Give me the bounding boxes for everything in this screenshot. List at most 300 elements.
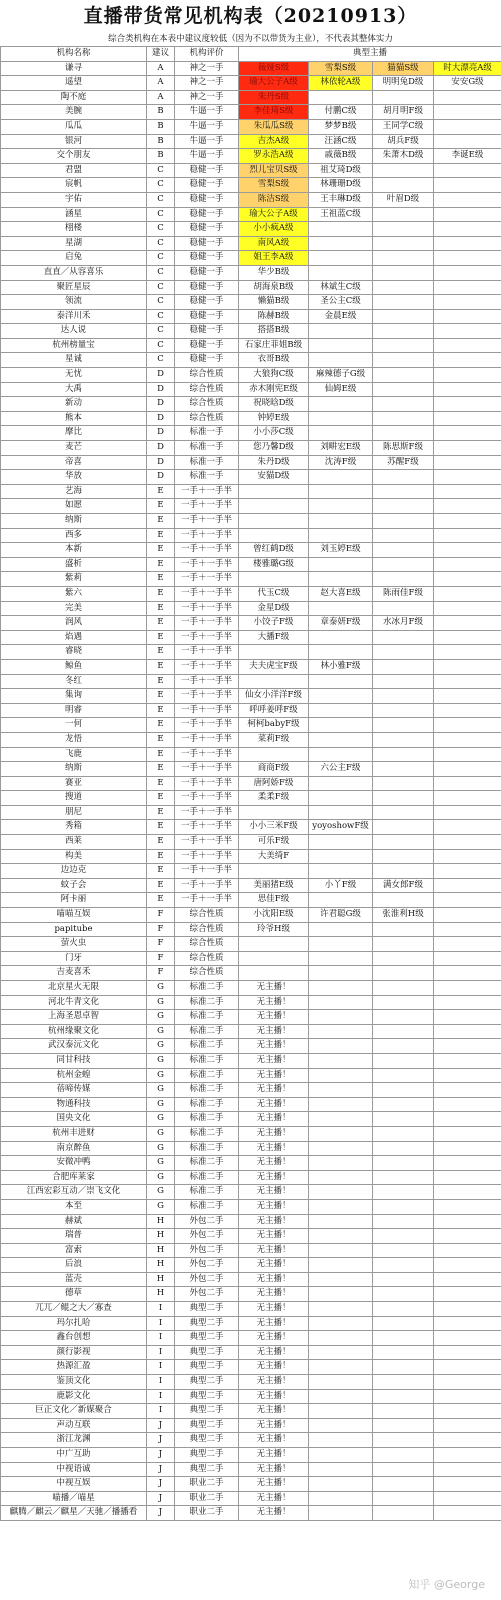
host-cell-3: 王同学C级 [373,119,434,134]
host-cell-4 [434,937,501,952]
host-cell-2 [309,732,373,747]
recommendation-cell: E [147,630,175,645]
evaluation-cell: 一手＋一手半 [175,659,239,674]
host-cell-2 [309,601,373,616]
agency-name-cell: 交个朋友 [1,149,147,164]
host-cell-4 [434,981,501,996]
host-cell-1: 您乃馨D级 [239,441,309,456]
host-cell-4 [434,178,501,193]
recommendation-cell: J [147,1477,175,1492]
host-cell-3 [373,718,434,733]
host-cell-2 [309,1477,373,1492]
host-cell-2 [309,1433,373,1448]
host-cell-1: 姐王李A级 [239,251,309,266]
host-cell-2 [309,835,373,850]
host-cell-4 [434,659,501,674]
host-cell-1 [239,514,309,529]
recommendation-cell: E [147,586,175,601]
table-row [1,251,501,266]
table-row [1,236,501,251]
host-cell-4 [434,791,501,806]
host-cell-1: 钟婷E级 [239,411,309,426]
host-cell-2 [309,951,373,966]
host-cell-4 [434,1024,501,1039]
host-cell-1: 陈洁S级 [239,192,309,207]
host-cell-1: 搭搭B级 [239,324,309,339]
host-cell-4 [434,1083,501,1098]
agency-name-cell: 喵播／喵星 [1,1491,147,1506]
evaluation-cell: 标准二手 [175,1199,239,1214]
host-cell-3 [373,1418,434,1433]
host-cell-4: 安安G级 [434,76,501,91]
table-row [1,1287,501,1302]
host-cell-3 [373,1243,434,1258]
host-cell-3 [373,966,434,981]
host-cell-3 [373,251,434,266]
host-cell-2: 王祖蓝C级 [309,207,373,222]
host-cell-3 [373,747,434,762]
host-cell-3 [373,1156,434,1171]
host-cell-3 [373,1068,434,1083]
recommendation-cell: F [147,908,175,923]
table-row [1,1199,501,1214]
host-cell-2: 林珊珊D级 [309,178,373,193]
table-row [1,426,501,441]
host-cell-1: 无主播！ [239,1462,309,1477]
table-row [1,659,501,674]
evaluation-cell: 一手＋一手半 [175,732,239,747]
table-row [1,397,501,412]
recommendation-cell: E [147,791,175,806]
agency-name-cell: 焰遇 [1,630,147,645]
host-cell-3 [373,630,434,645]
agency-name-cell: 中视互娱 [1,1477,147,1492]
host-cell-2 [309,922,373,937]
recommendation-cell: C [147,338,175,353]
host-cell-2 [309,805,373,820]
recommendation-cell: E [147,776,175,791]
evaluation-cell: 一手＋一手半 [175,543,239,558]
agency-name-cell: 涵星 [1,207,147,222]
recommendation-cell: J [147,1433,175,1448]
host-cell-4 [434,557,501,572]
host-cell-4 [434,119,501,134]
evaluation-cell: 标准二手 [175,1024,239,1039]
recommendation-cell: C [147,236,175,251]
table-row [1,76,501,91]
host-cell-2: 章泰妍F级 [309,616,373,631]
host-cell-3 [373,309,434,324]
host-cell-2: 王丰琳D级 [309,192,373,207]
host-cell-2 [309,864,373,879]
host-cell-3 [373,1331,434,1346]
table-row [1,1389,501,1404]
agency-name-cell: 江西宏彩互动／崇飞文化 [1,1185,147,1200]
recommendation-cell: H [147,1243,175,1258]
host-cell-2 [309,222,373,237]
host-cell-2: 戚薇B级 [309,149,373,164]
recommendation-cell: G [147,1024,175,1039]
host-cell-4 [434,835,501,850]
host-cell-3 [373,922,434,937]
table-row [1,382,501,397]
host-cell-1: 无主播！ [239,1389,309,1404]
host-cell-1: 柯柯babyF级 [239,718,309,733]
host-cell-3: 朱萧木D级 [373,149,434,164]
agency-name-cell: 达人说 [1,324,147,339]
evaluation-cell: 标准一手 [175,441,239,456]
recommendation-cell: E [147,659,175,674]
host-cell-3 [373,1214,434,1229]
table-row [1,776,501,791]
evaluation-cell: 标准二手 [175,1185,239,1200]
table-row [1,1214,501,1229]
host-cell-3 [373,572,434,587]
host-cell-2 [309,718,373,733]
table-row [1,616,501,631]
evaluation-cell: 综合性质 [175,951,239,966]
host-cell-1 [239,864,309,879]
recommendation-cell: I [147,1389,175,1404]
evaluation-cell: 一手＋一手半 [175,645,239,660]
host-cell-4 [434,543,501,558]
agency-name-cell: 鉴顶文化 [1,1375,147,1390]
evaluation-cell: 稳健一手 [175,222,239,237]
host-cell-3 [373,1083,434,1098]
table-row [1,222,501,237]
table-row [1,1097,501,1112]
recommendation-cell: I [147,1345,175,1360]
recommendation-cell: C [147,295,175,310]
host-cell-4 [434,1491,501,1506]
host-cell-3: 满女郎F级 [373,878,434,893]
host-cell-2 [309,1112,373,1127]
host-cell-3 [373,557,434,572]
agency-name-cell: 盛析 [1,557,147,572]
host-cell-2 [309,966,373,981]
agency-name-cell: 阿卡丽 [1,893,147,908]
host-cell-2 [309,995,373,1010]
table-row [1,645,501,660]
header-recommendation: 建议 [147,47,175,62]
host-cell-2 [309,1214,373,1229]
host-cell-1: 无主播！ [239,1433,309,1448]
host-cell-4 [434,645,501,660]
host-cell-1: 衣哥B级 [239,353,309,368]
table-row [1,1404,501,1419]
host-cell-2 [309,1272,373,1287]
host-cell-1: 呼呼姜呼F级 [239,703,309,718]
evaluation-cell: 典型二手 [175,1433,239,1448]
host-cell-4: 李诞E级 [434,149,501,164]
recommendation-cell: J [147,1491,175,1506]
table-row [1,893,501,908]
table-row [1,163,501,178]
table-row [1,966,501,981]
evaluation-cell: 标准二手 [175,1097,239,1112]
recommendation-cell: G [147,1068,175,1083]
agency-name-cell: 直直／从容喜乐 [1,265,147,280]
host-cell-4 [434,849,501,864]
host-cell-2 [309,1156,373,1171]
host-cell-1: 雪梨S级 [239,178,309,193]
evaluation-cell: 牛逼一手 [175,119,239,134]
evaluation-cell: 综合性质 [175,382,239,397]
recommendation-cell: C [147,178,175,193]
recommendation-cell: E [147,849,175,864]
host-cell-2 [309,251,373,266]
host-cell-2 [309,1141,373,1156]
recommendation-cell: E [147,484,175,499]
host-cell-4 [434,353,501,368]
host-cell-2 [309,338,373,353]
host-cell-3 [373,1126,434,1141]
table-row [1,762,501,777]
evaluation-cell: 典型二手 [175,1375,239,1390]
table-row [1,90,501,105]
host-cell-4 [434,1433,501,1448]
agency-name-cell: 瑞普 [1,1229,147,1244]
host-cell-4 [434,1010,501,1025]
host-cell-1: 无主播！ [239,1375,309,1390]
evaluation-cell: 一手＋一手半 [175,484,239,499]
table-row [1,368,501,383]
host-cell-1: 小小三米F级 [239,820,309,835]
table-row [1,1229,501,1244]
evaluation-cell: 一手＋一手半 [175,805,239,820]
host-cell-1: 无主播！ [239,1039,309,1054]
recommendation-cell: G [147,1053,175,1068]
host-cell-4 [434,805,501,820]
evaluation-cell: 牛逼一手 [175,149,239,164]
host-cell-2 [309,703,373,718]
table-row [1,309,501,324]
evaluation-cell: 标准二手 [175,1112,239,1127]
evaluation-cell: 外包二手 [175,1287,239,1302]
host-cell-2 [309,1010,373,1025]
host-cell-1: 无主播！ [239,1170,309,1185]
agency-name-cell: 鹿影文化 [1,1389,147,1404]
host-cell-2 [309,791,373,806]
agency-name-cell: 吉麦喜禾 [1,966,147,981]
recommendation-cell: G [147,1199,175,1214]
recommendation-cell: E [147,718,175,733]
host-cell-1: 瑜大公子A级 [239,76,309,91]
host-cell-2 [309,1302,373,1317]
agency-name-cell: 萤火虫 [1,937,147,952]
recommendation-cell: A [147,76,175,91]
table-row [1,703,501,718]
evaluation-cell: 神之一手 [175,90,239,105]
host-cell-4 [434,951,501,966]
recommendation-cell: C [147,163,175,178]
host-cell-2: 雪梨S级 [309,61,373,76]
host-cell-3 [373,353,434,368]
agency-name-cell: 蓝壳 [1,1272,147,1287]
evaluation-cell: 标准二手 [175,995,239,1010]
table-row [1,981,501,996]
evaluation-cell: 稳健一手 [175,324,239,339]
recommendation-cell: G [147,1156,175,1171]
host-cell-1 [239,674,309,689]
host-cell-1: 仙女小洋洋F级 [239,689,309,704]
host-cell-3 [373,324,434,339]
evaluation-cell: 一手＋一手半 [175,528,239,543]
agency-name-cell: 鲸鱼 [1,659,147,674]
watermark: 知乎 @George [408,1578,485,1591]
table-row [1,192,501,207]
evaluation-cell: 牛逼一手 [175,134,239,149]
recommendation-cell: E [147,762,175,777]
recommendation-cell: G [147,1112,175,1127]
host-cell-4 [434,134,501,149]
host-cell-2 [309,484,373,499]
host-cell-1: 无主播！ [239,1068,309,1083]
host-cell-4 [434,528,501,543]
recommendation-cell: E [147,616,175,631]
host-cell-4 [434,674,501,689]
table-row [1,134,501,149]
host-cell-3 [373,1053,434,1068]
evaluation-cell: 神之一手 [175,61,239,76]
host-cell-3 [373,382,434,397]
host-cell-4 [434,1199,501,1214]
table-row [1,455,501,470]
host-cell-2: 刘畊宏E级 [309,441,373,456]
host-cell-3 [373,1491,434,1506]
recommendation-cell: B [147,119,175,134]
table-row [1,674,501,689]
host-cell-2 [309,1024,373,1039]
host-cell-4 [434,1258,501,1273]
evaluation-cell: 一手＋一手半 [175,689,239,704]
agency-name-cell: 河北牛青文化 [1,995,147,1010]
agency-name-cell: 如愿 [1,499,147,514]
table-row [1,105,501,120]
host-cell-4 [434,878,501,893]
agency-name-cell: 本新 [1,543,147,558]
host-cell-1: 小小莎C级 [239,426,309,441]
host-cell-1: 无主播！ [239,1126,309,1141]
host-cell-1 [239,499,309,514]
recommendation-cell: E [147,835,175,850]
host-cell-2 [309,499,373,514]
host-cell-4: 时大漂亮A级 [434,61,501,76]
host-cell-2 [309,1404,373,1419]
evaluation-cell: 外包二手 [175,1258,239,1273]
host-cell-2 [309,1345,373,1360]
host-cell-2 [309,411,373,426]
host-cell-1 [239,572,309,587]
host-cell-3 [373,995,434,1010]
host-cell-2: 林依轮A级 [309,76,373,91]
evaluation-cell: 典型二手 [175,1448,239,1463]
evaluation-cell: 标准二手 [175,1068,239,1083]
host-cell-1: 无主播！ [239,1331,309,1346]
table-row [1,528,501,543]
host-cell-3 [373,1506,434,1521]
host-cell-4 [434,893,501,908]
host-cell-3 [373,90,434,105]
evaluation-cell: 一手＋一手半 [175,849,239,864]
host-cell-1: 无主播！ [239,995,309,1010]
host-cell-4 [434,426,501,441]
host-cell-1 [239,484,309,499]
evaluation-cell: 稳健一手 [175,178,239,193]
host-cell-1 [239,966,309,981]
table-row [1,1141,501,1156]
evaluation-cell: 标准二手 [175,1126,239,1141]
recommendation-cell: C [147,265,175,280]
host-cell-2 [309,1097,373,1112]
evaluation-cell: 典型二手 [175,1418,239,1433]
agency-name-cell: 银河 [1,134,147,149]
host-cell-2 [309,1448,373,1463]
recommendation-cell: F [147,937,175,952]
host-cell-2 [309,630,373,645]
recommendation-cell: C [147,353,175,368]
host-cell-3 [373,1112,434,1127]
host-cell-4 [434,1112,501,1127]
table-row [1,1462,501,1477]
host-cell-1: 代玉C级 [239,586,309,601]
agency-name-cell: 大禹 [1,382,147,397]
host-cell-2 [309,1287,373,1302]
host-cell-1: 无主播！ [239,1272,309,1287]
recommendation-cell: D [147,470,175,485]
host-cell-4 [434,1345,501,1360]
evaluation-cell: 神之一手 [175,76,239,91]
agency-name-cell: 喵喵互娱 [1,908,147,923]
host-cell-2: 林斌生C级 [309,280,373,295]
host-cell-4 [434,455,501,470]
table-row [1,732,501,747]
agency-name-cell: 艺海 [1,484,147,499]
host-cell-2 [309,1039,373,1054]
host-cell-3 [373,1389,434,1404]
host-cell-2 [309,1331,373,1346]
table-row [1,1156,501,1171]
host-cell-2: 刘玉婷E级 [309,543,373,558]
agency-name-cell: 本至 [1,1199,147,1214]
host-cell-2 [309,689,373,704]
host-cell-1: 胡海泉B级 [239,280,309,295]
host-cell-3 [373,207,434,222]
host-cell-4 [434,1331,501,1346]
host-cell-3 [373,543,434,558]
host-cell-1: 无主播！ [239,1448,309,1463]
agency-name-cell: 美腕 [1,105,147,120]
recommendation-cell: B [147,105,175,120]
host-cell-4 [434,1272,501,1287]
host-cell-1: 无主播！ [239,1024,309,1039]
evaluation-cell: 综合性质 [175,908,239,923]
evaluation-cell: 综合性质 [175,922,239,937]
recommendation-cell: H [147,1214,175,1229]
host-cell-3 [373,1185,434,1200]
agency-name-cell: 上海圣恩卓智 [1,1010,147,1025]
host-cell-3 [373,1375,434,1390]
host-cell-3 [373,411,434,426]
agency-name-cell: 后浪 [1,1258,147,1273]
host-cell-1: 无主播！ [239,1112,309,1127]
host-cell-4 [434,1214,501,1229]
table-row [1,280,501,295]
host-cell-4 [434,1229,501,1244]
agency-name-cell: 纳斯 [1,514,147,529]
recommendation-cell: E [147,601,175,616]
host-cell-1: 无主播！ [239,1156,309,1171]
